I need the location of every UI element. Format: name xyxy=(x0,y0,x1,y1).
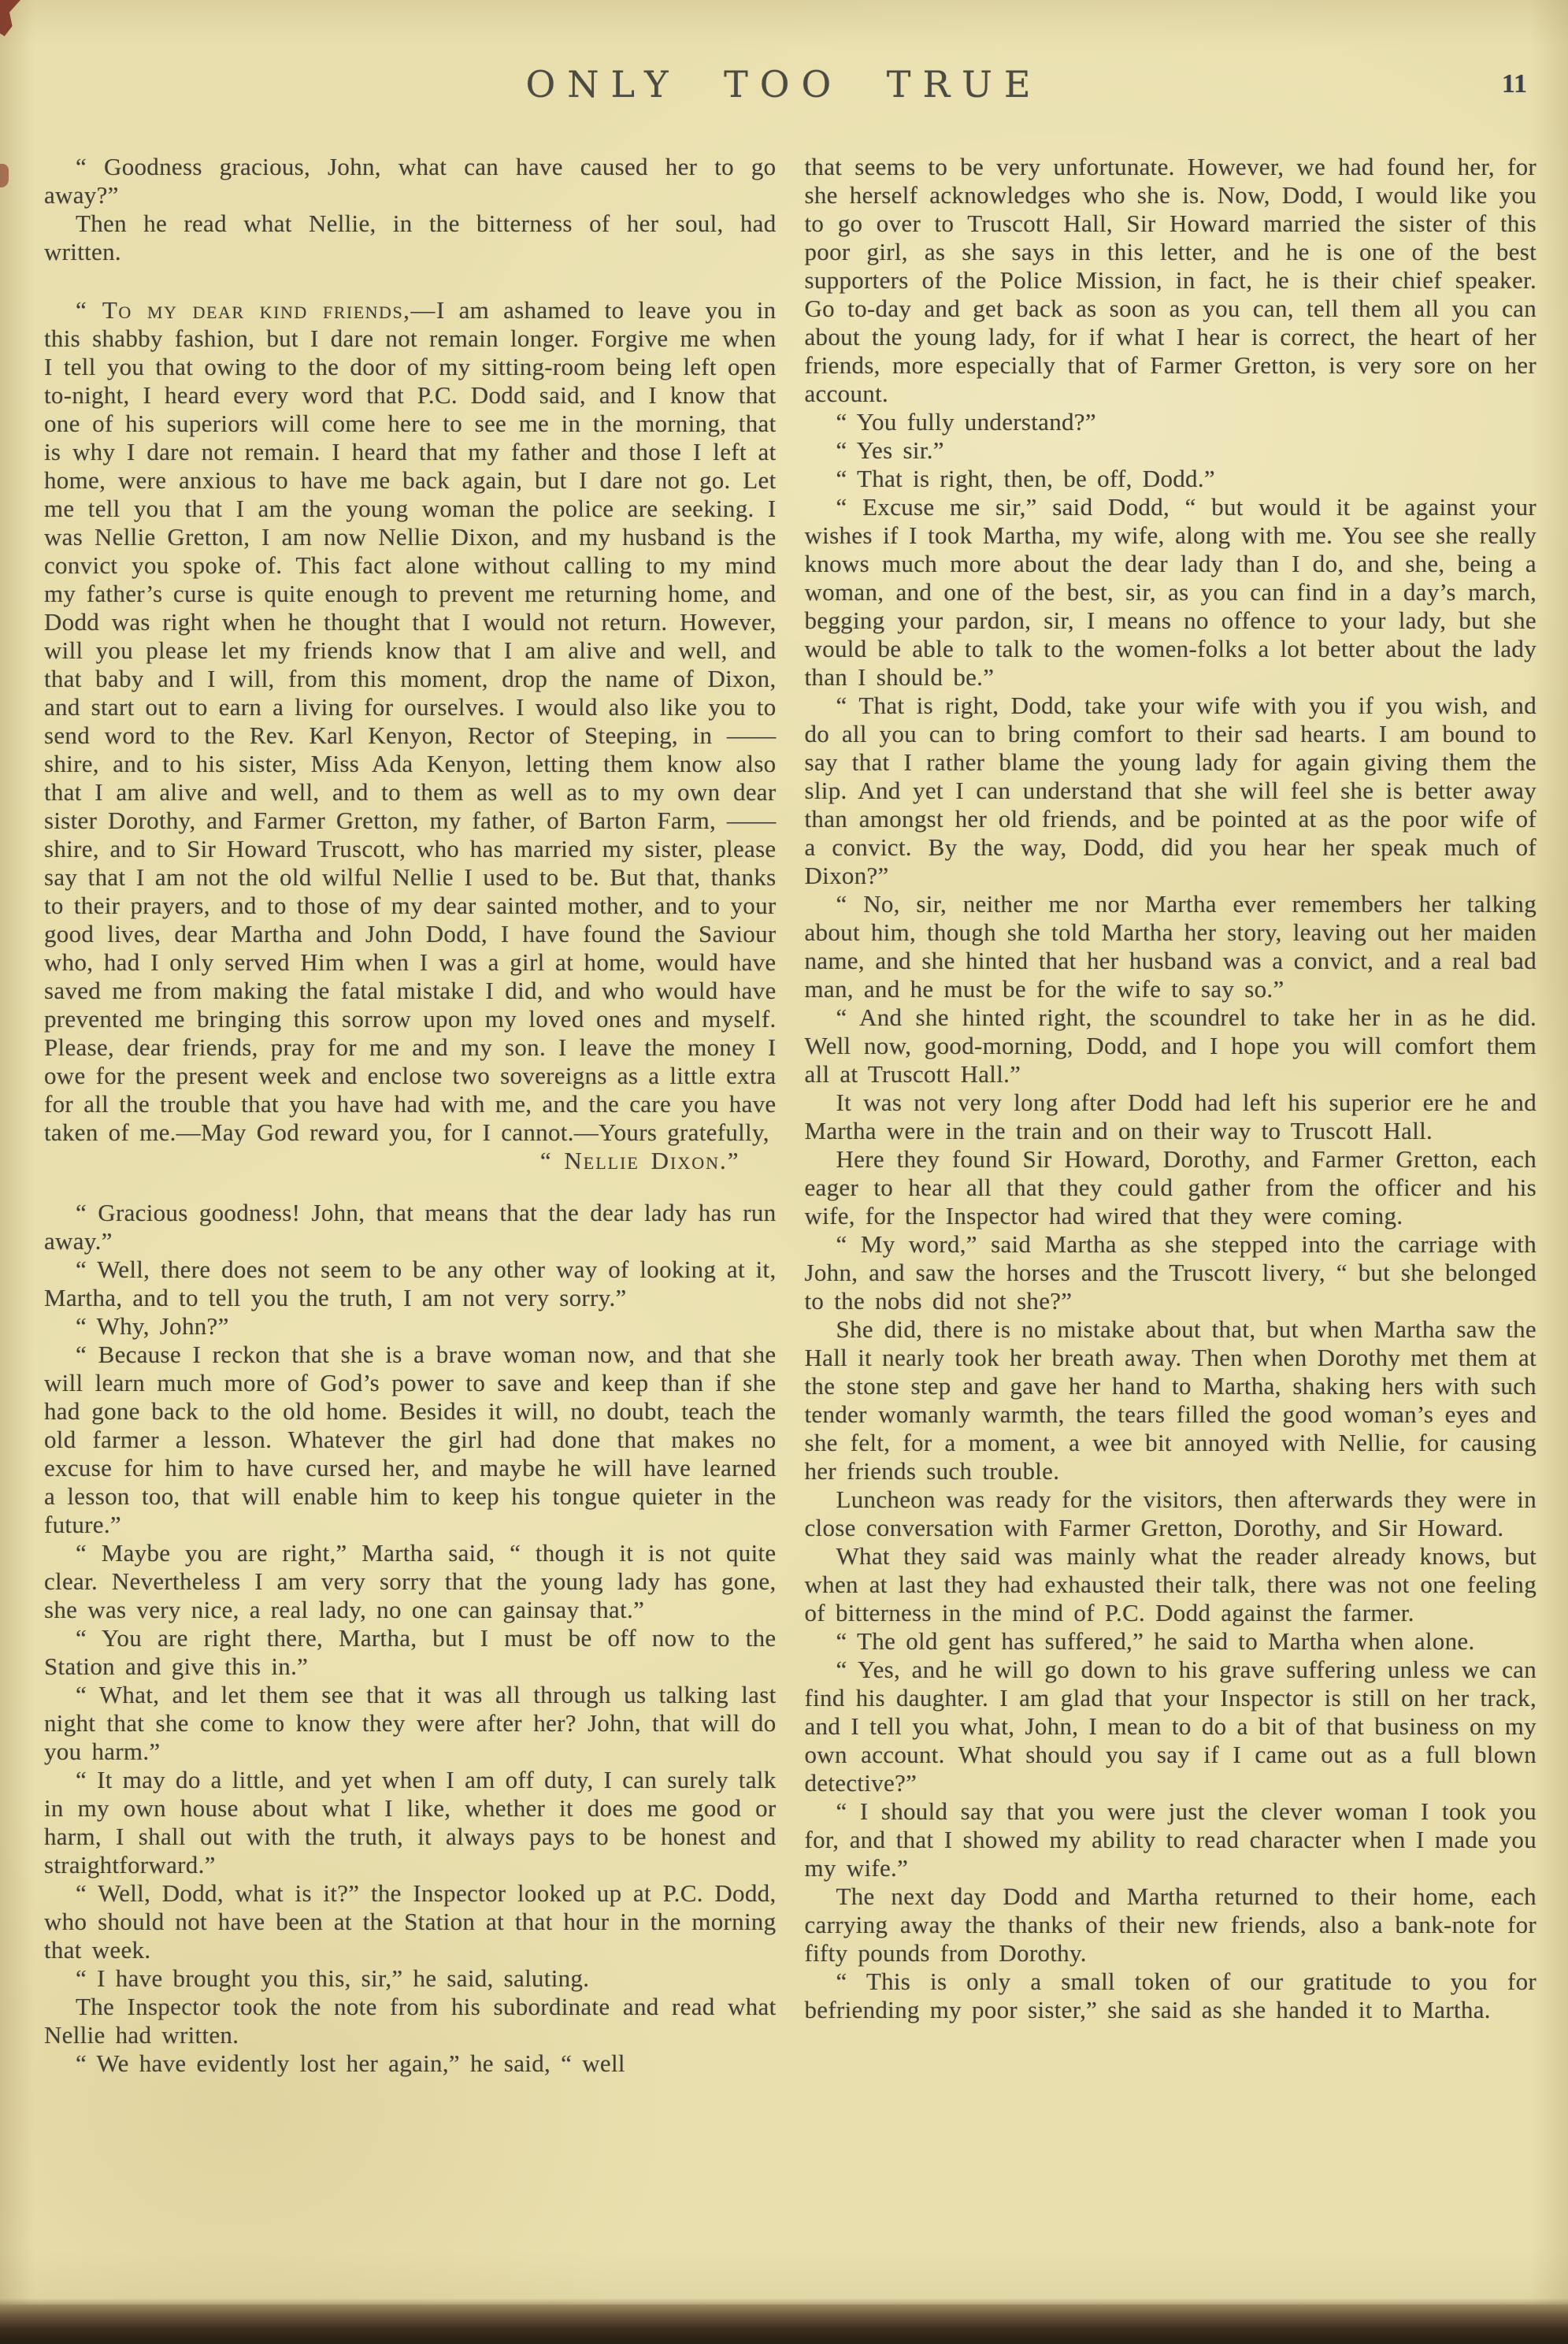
paragraph: Luncheon was ready for the visitors, then afterwards they were in close conversation with Farmer Gretton, Dorothy, and Sir Howard. xyxy=(804,1485,1536,1541)
page-number: 11 xyxy=(1501,69,1527,98)
left-edge-ink-blot xyxy=(0,164,9,187)
paragraph: She did, there is no mistake about that, but when Martha saw the Hall it nearly took her breath away. Then when Dorothy met them at the stone step and gave her hand to Martha, shaking hers with such tender womanly warmth, the tears filled the good woman’s eyes and she felt, for a moment, a wee bit annoyed with Nellie, for causing her friends such trouble. xyxy=(804,1315,1536,1485)
paragraph: Then he read what Nellie, in the bitterness of her soul, had written. xyxy=(44,210,777,265)
paragraph: “ And she hinted right, the scoundrel to take her in as he did. Well now, good-morning, Dodd, and I hope you will comfort them all at Truscott Hall.” xyxy=(804,1003,1536,1088)
paragraph: “ What, and let them see that it was all through us talking last night that she come to know they were after her? John, that will do you harm.” xyxy=(44,1681,777,1765)
paragraph: The next day Dodd and Martha returned to their home, each carrying away the thanks of their new friends, also a bank-note for fifty pounds from Dorothy. xyxy=(804,1882,1536,1967)
paragraph: “ My word,” said Martha as she stepped into the carriage with John, and saw the horses and the Truscott livery, “ but she belonged to the nobs did not she?” xyxy=(804,1230,1536,1315)
paragraph: that seems to be very unfortunate. However, we had found her, for she herself acknowledges who she is. Now, Dodd, I would like you to go over to Truscott Hall, Sir Howard married the sister of this poor girl, as she says in this letter, and he is one of the best supporters of the Police Mission, in fact, he is their chief speaker. Go to-day and get back as soon as you can, tell them all you can about the young lady, for if what I hear is correct, the heart of her friends, more especially that of Farmer Gretton, is very sore on her account. xyxy=(804,153,1536,407)
paragraph: “ Maybe you are right,” Martha said, “ though it is not quite clear. Nevertheless I am very sorry that the young lady has gone, she was very nice, a real lady, no one can gainsay that.” xyxy=(44,1539,777,1623)
letter-salutation: “ To my dear kind friends,— xyxy=(76,296,436,324)
paragraph: What they said was mainly what the reader already knows, but when at last they had exhausted their talk, there was not one feeling of bitterness in the mind of P.C. Dodd against the farmer. xyxy=(804,1542,1536,1626)
paragraph: “ Nellie Dixon.” xyxy=(539,1147,740,1174)
paragraph: “ Because I reckon that she is a brave woman now, and that she will learn much more of God’s power to save and keep than if she had gone back to the old home. Besides it will, no doubt, teach the old farmer a lesson. Whatever the girl had done that makes no excuse for him to have cursed her, and maybe he will have learned a lesson too, that will enable him to keep his tongue quieter in the future.” xyxy=(44,1341,777,1538)
paragraph: “ You fully understand?” xyxy=(836,408,1096,436)
paragraph: “ I have brought you this, sir,” he said, saluting. xyxy=(76,1964,590,1992)
paragraph: Here they found Sir Howard, Dorothy, and Farmer Gretton, each eager to hear all that they could gather from the officer and his wife, for the Inspector had wired that they were coming. xyxy=(804,1145,1536,1229)
paragraph: “ To my dear kind friends,—I am ashamed to leave you in this shabby fashion, but I dare not remain longer. Forgive me when I tell you that owing to the door of my sitting-room being left open to-night, I heard every word that P.C. Dodd said, and I know that one of his superiors will come here to see me in the morning, that is why I dare not remain. I heard that my father and those I left at home, were anxious to have me back again, but I dare not go. Let me tell you that I am the young woman the police are seeking. I was Nellie Gretton, I am now Nellie Dixon, and my husband is the convict you spoke of. This fact alone without calling to my mind my father’s curse is quite enough to prevent me returning home, and Dodd was right when he thought that I would not return. However, will you please let my friends know that I am alive and well, and that baby and I will, from this moment, drop the name of Dixon, and start out to earn a living for ourselves. I would also like you to send word to the Rev. Karl Kenyon, Rector of Steeping, in ——shire, and to his sister, Miss Ada Kenyon, letting them know also that I am alive and well, and to them as well as to my own dear sister Dorothy, and Farmer Gretton, my father, of Barton Farm, ——shire, and to Sir Howard Truscott, who has married my sister, please say that I am not the old wilful Nellie I used to be. But that, thanks to their prayers, and to those of my dear sainted mother, and to your good lives, dear Martha and John Dodd, I have found the Saviour who, had I only served Him when I was a girl at home, would have saved me from making the fatal mistake I did, and who would have prevented me bringing this sorrow upon my loved ones and myself. Please, dear friends, pray for me and my son. I leave the money I owe for the present week and enclose two sovereigns as a little extra for all the trouble that you have had with me, and the care you have taken of me.—May God reward you, for I cannot.—Yours gratefully, xyxy=(44,296,777,1146)
paragraph: “ Gracious goodness! John, that means that the dear lady has run away.” xyxy=(44,1199,777,1255)
page-title: ONLY TOO TRUE xyxy=(525,63,1043,106)
paragraph: “ The old gent has suffered,” he said to Martha when alone. xyxy=(836,1627,1475,1655)
paragraph: “ No, sir, neither me nor Martha ever remembers her talking about him, though she told Martha her story, leaving out her maiden name, and she hinted that her husband was a convict, and a real bad man, and he must be for the wife to say so.” xyxy=(804,890,1536,1003)
page-header xyxy=(0,0,1568,148)
paragraph: It was not very long after Dodd had left his superior ere he and Martha were in the train and on their way to Truscott Hall. xyxy=(804,1089,1536,1144)
paragraph: The Inspector took the note from his subordinate and read what Nellie had written. xyxy=(44,1993,777,2049)
paragraph: “ That is right, Dodd, take your wife with you if you wish, and do all you can to bring comfort to their sad hearts. I am bound to say that I rather blame the young lady for again giving them the slip. And yet I can understand that she will feel she is better away than amongst her old friends, and be pointed at as the poor wife of a convict. By the way, Dodd, did you hear her speak much of Dixon?” xyxy=(804,692,1536,889)
paragraph: “ I should say that you were just the clever woman I took you for, and that I showed my ability to read character when I made you my wife.” xyxy=(804,1797,1536,1882)
page-bottom-edge xyxy=(0,2305,1568,2344)
paragraph: “ We have evidently lost her again,” he said, “ well xyxy=(76,2049,625,2077)
paragraph: “ It may do a little, and yet when I am off duty, I can surely talk in my own house about what I like, whether it does me good or harm, I shall out with the truth, it always pays to be honest and straightforward.” xyxy=(44,1766,777,1879)
paragraph: “ Yes sir.” xyxy=(836,436,944,464)
paragraph: “ This is only a small token of our gratitude to you for befriending my poor sister,” she said as she handed it to Martha. xyxy=(804,1968,1536,2023)
text-columns xyxy=(0,148,1568,2078)
paragraph: “ That is right, then, be off, Dodd.” xyxy=(836,465,1215,492)
paragraph: “ Goodness gracious, John, what can have caused her to go away?” xyxy=(44,153,777,209)
paragraph: “ Excuse me sir,” said Dodd, “ but would it be against your wishes if I took Martha, my wife, along with me. You see she really knows much more about the dear lady than I do, and she, being a woman, and one of the best, sir, as you can find in a day’s march, begging your pardon, sir, I means no offence to your lady, but she would be able to talk to the women-folks a lot better about the lady than I should be.” xyxy=(804,493,1536,691)
paragraph: “ Well, there does not seem to be any other way of looking at it, Martha, and to tell you the truth, I am not very sorry.” xyxy=(44,1255,777,1311)
right-column xyxy=(805,153,1537,2078)
left-column xyxy=(44,153,777,2078)
paragraph: “ You are right there, Martha, but I must be off now to the Station and give this in.” xyxy=(44,1624,777,1680)
paragraph: “ Why, John?” xyxy=(76,1312,229,1340)
paragraph: “ Well, Dodd, what is it?” the Inspector looked up at P.C. Dodd, who should not have been at the Station at that hour in the morning that week. xyxy=(44,1879,777,1964)
paragraph: “ Yes, and he will go down to his grave suffering unless we can find his daughter. I am glad that your Inspector is still on her track, and I tell you what, John, I mean to do a bit of that business on my own account. What should you say if I came out as a full blown detective?” xyxy=(804,1656,1536,1797)
